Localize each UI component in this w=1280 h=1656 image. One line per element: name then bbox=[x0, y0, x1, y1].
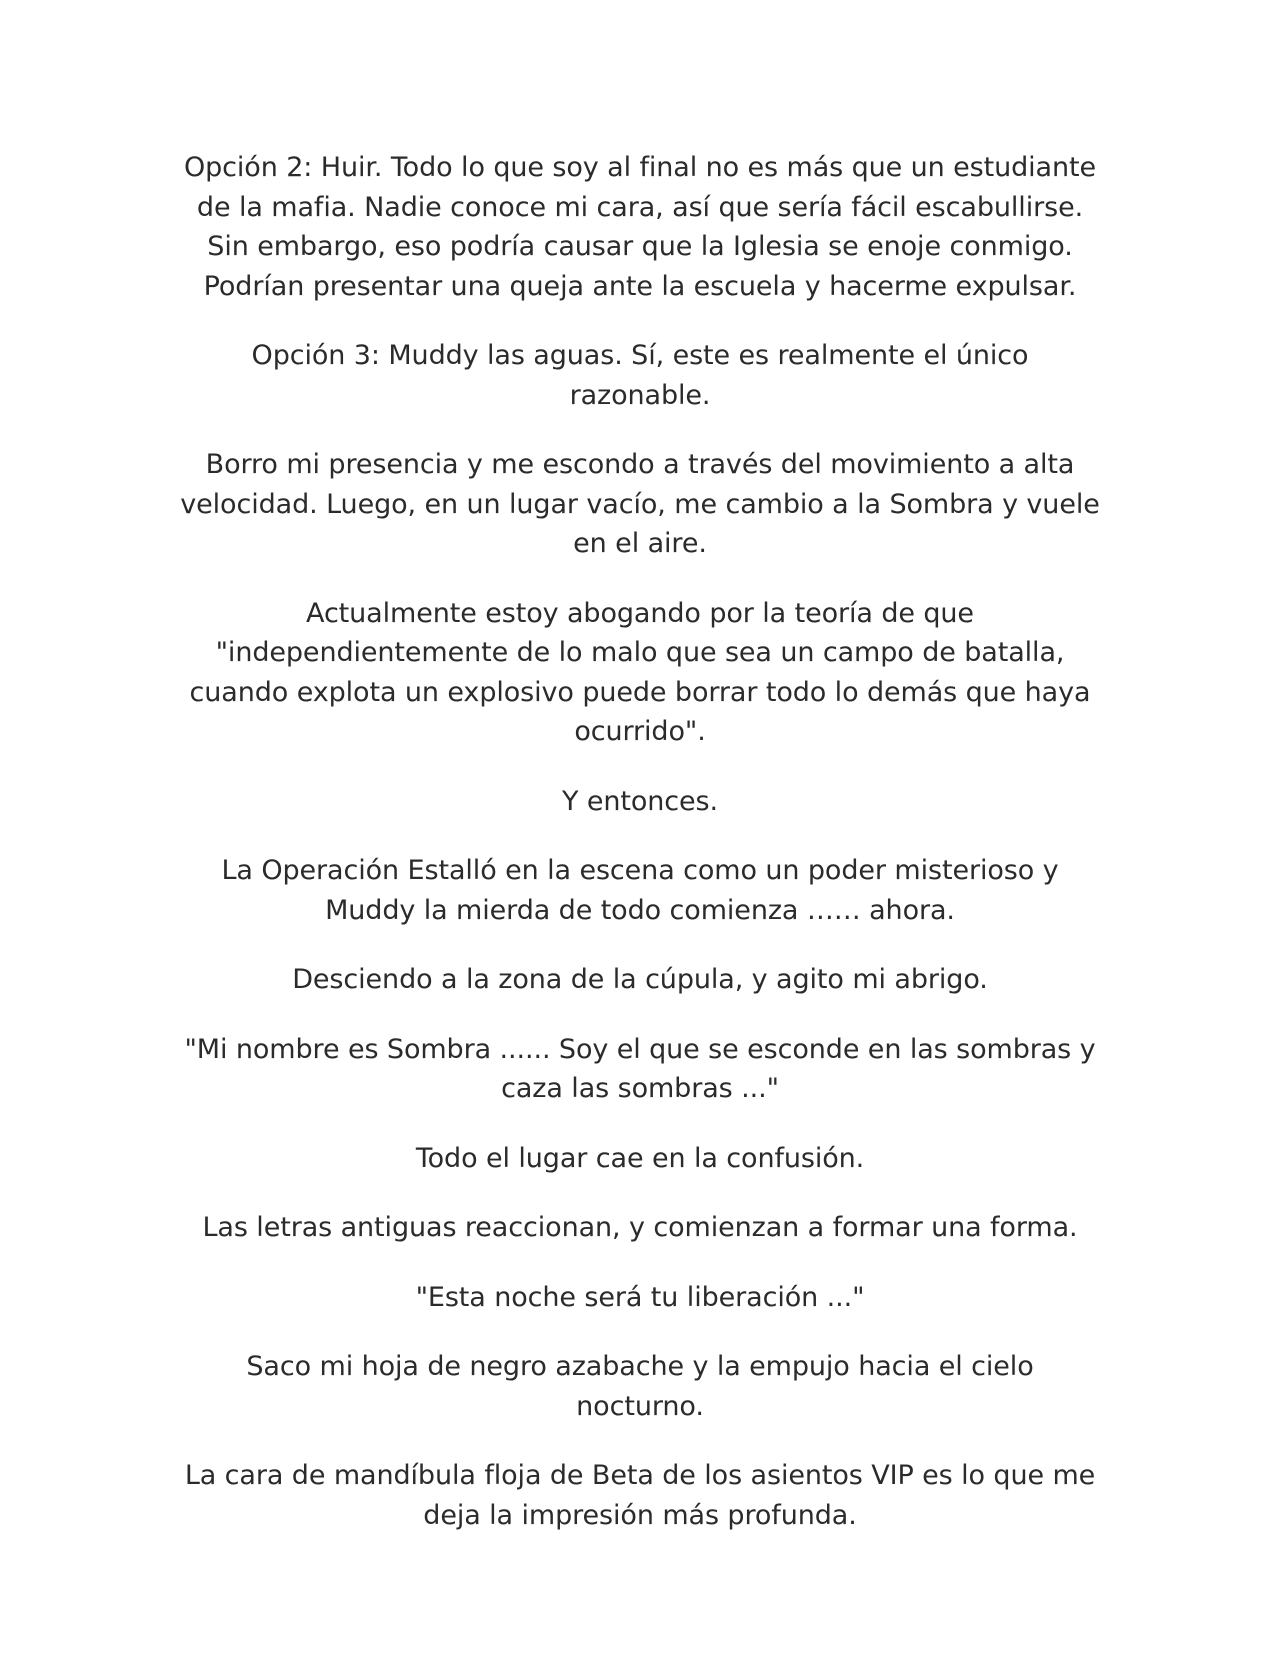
paragraph-option-3: Opción 3: Muddy las aguas. Sí, este es realmente el único razonable. bbox=[251, 340, 1029, 411]
paragraph-theory: Actualmente estoy abogando por la teoría de que "independientemente de lo malo que sea un campo de batalla, cuando explota un explosivo puede borrar todo lo demás que haya ocurrido". bbox=[189, 597, 1091, 747]
paragraph-and-then: Y entonces. bbox=[561, 785, 719, 817]
paragraph-confusion: Todo el lugar cae en la confusión. bbox=[415, 1142, 865, 1174]
paragraph-operation: La Operación Estalló en la escena como un poder misterioso y Muddy la mierda de todo comienza …… ahora. bbox=[221, 855, 1059, 926]
document-body bbox=[180, 148, 1100, 1565]
paragraph-descend: Desciendo a la zona de la cúpula, y agito mi abrigo. bbox=[292, 964, 988, 995]
paragraph-my-name: "Mi nombre es Sombra ...... Soy el que se esconde en las sombras y caza las sombras ..." bbox=[184, 1033, 1096, 1104]
paragraph-ancient-letters: Las letras antiguas reaccionan, y comienzan a formar una forma. bbox=[202, 1212, 1078, 1243]
paragraph-option-2: Opción 2: Huir. Todo lo que soy al final no es más que un estudiante de la mafia. Nadie conoce mi cara, así que sería fácil escabullirse. Sin embargo, eso podría causar que la Iglesia se enoje conmigo. Podrían presentar una queja ante la escuela y hacerme expulsar. bbox=[183, 152, 1097, 302]
paragraph-erase-presence: Borro mi presencia y me escondo a través del movimiento a alta velocidad. Luego, en un lugar vacío, me cambio a la Sombra y vuele en el aire. bbox=[180, 449, 1100, 559]
paragraph-beta-face: La cara de mandíbula floja de Beta de los asientos VIP es lo que me deja la impresión más profunda. bbox=[184, 1460, 1096, 1531]
paragraph-liberation: "Esta noche será tu liberación ..." bbox=[415, 1281, 865, 1313]
paragraph-blade: Saco mi hoja de negro azabache y la empujo hacia el cielo nocturno. bbox=[246, 1351, 1034, 1422]
